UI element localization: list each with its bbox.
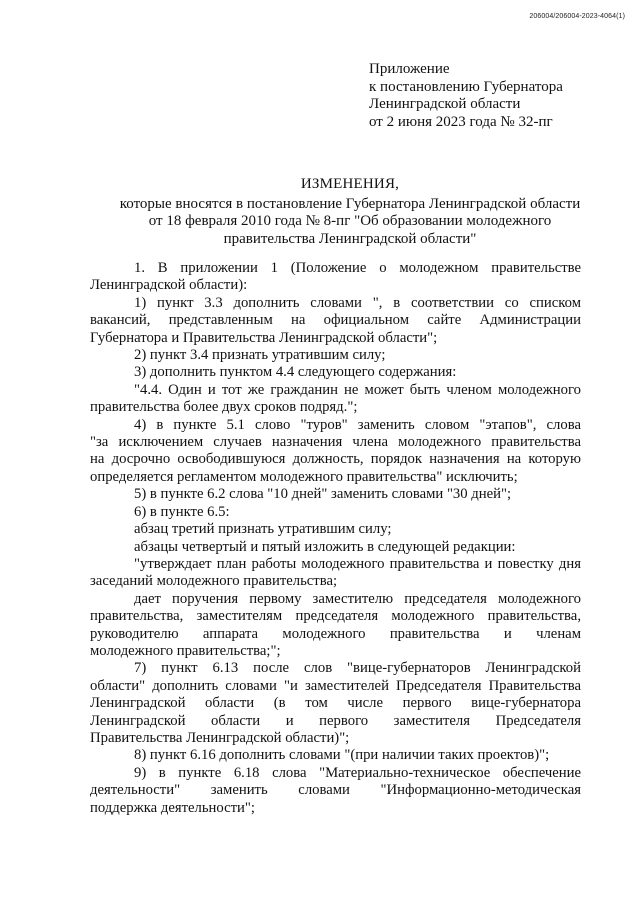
paragraph-line: 9) в пункте 6.18 слова "Материально-техническое обеспечение <box>134 764 581 781</box>
paragraph-line: 5) в пункте 6.2 слова "10 дней" заменить словами "30 дней"; <box>134 486 512 503</box>
paragraph-line: правительства, заместителям председателя молодежного правительства, <box>90 608 581 625</box>
paragraph-line: 7) пункт 6.13 после слов "вице-губернаторов Ленинградской <box>134 660 581 677</box>
title-line: от 18 февраля 2010 года № 8-пг "Об образовании молодежного <box>148 213 552 229</box>
paragraph-line: Губернатора и Правительства Ленинградской области"; <box>90 329 438 346</box>
paragraph-line: Ленинградской области и первого заместителя Председателя <box>90 712 581 729</box>
paragraph-line: правительства более двух сроков подряд."; <box>90 399 358 416</box>
title-line: правительства Ленинградской области" <box>223 230 477 247</box>
paragraph-line: вакансий, представленным на официальном сайте Администрации <box>90 312 581 329</box>
paragraph-line: руководителю аппарата молодежного правительства и членам <box>90 625 581 642</box>
title-line: которые вносятся в постановление Губернатора Ленинградской области <box>119 195 581 212</box>
paragraph-line: 2) пункт 3.4 признать утратившим силу; <box>134 347 386 364</box>
title-heading: ИЗМЕНЕНИЯ, <box>300 176 400 192</box>
annex-line: к постановлению Губернатора <box>369 78 563 95</box>
paragraph-line: 1. В приложении 1 (Положение о молодежном правительстве <box>134 260 581 276</box>
paragraph-line: 1) пункт 3.3 дополнить словами ", в соответствии со списком <box>134 294 581 311</box>
annex-line: Приложение <box>369 61 450 77</box>
paragraph-line: молодежного правительства;"; <box>90 642 281 659</box>
paragraph-line: 8) пункт 6.16 дополнить словами "(при наличии таких проектов)"; <box>134 747 550 764</box>
paragraph-line: Правительства Ленинградской области)"; <box>90 729 350 746</box>
paragraph-line: "утверждает план работы молодежного правительства и повестку дня <box>134 555 581 572</box>
annex-line: от 2 июня 2023 года № 32-пг <box>369 113 553 130</box>
paragraph-line: дает поручения первому заместителю председателя молодежного <box>134 590 581 607</box>
document-body <box>90 260 581 817</box>
paragraph-line: 6) в пункте 6.5: <box>134 503 230 520</box>
document-title <box>60 176 640 248</box>
paragraph-line: Ленинградской области (в том числе первого вице-губернатора <box>90 695 581 712</box>
paragraph-line: "за исключением случаев назначения члена молодежного правительства <box>90 434 581 451</box>
paragraph-line: "4.4. Один и тот же гражданин не может быть членом молодежного <box>134 381 581 398</box>
paragraph-line: на досрочно освободившуюся должность, порядок назначения на которую <box>90 451 581 468</box>
paragraph-line: деятельности" заменить словами "Информационно-методическая <box>90 782 581 799</box>
annex-header <box>369 61 563 131</box>
paragraph-line: определяется регламентом молодежного правительства" исключить; <box>90 468 518 485</box>
paragraph-line: 3) дополнить пунктом 4.4 следующего содержания: <box>134 364 457 381</box>
document-registration-number: 206004/206004-2023-4064(1) <box>529 13 625 20</box>
paragraph-line: заседаний молодежного правительства; <box>90 573 338 590</box>
paragraph-line: поддержка деятельности"; <box>90 799 255 816</box>
paragraph-line: Ленинградской области): <box>90 277 248 294</box>
paragraph-line: области" дополнить словами "и заместителей Председателя Правительства <box>90 677 581 694</box>
paragraph-line: абзац третий признать утратившим силу; <box>134 521 392 538</box>
paragraph-line: 4) в пункте 5.1 слово "туров" заменить словом "этапов", слова <box>134 416 581 433</box>
paragraph-line: абзацы четвертый и пятый изложить в следующей редакции: <box>134 538 516 555</box>
annex-line: Ленинградской области <box>369 96 521 112</box>
